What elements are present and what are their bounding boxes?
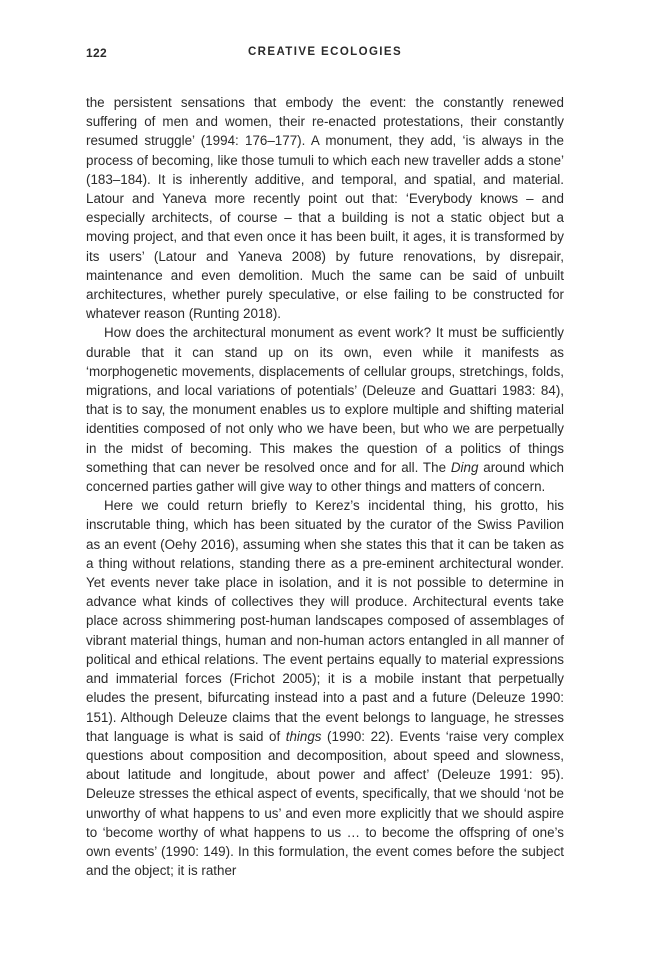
italic-term-things: things xyxy=(285,728,322,744)
paragraph-2 xyxy=(86,323,564,496)
paragraph-text: How does the architectural monument as event work? It must be sufficiently durable that it can stand up on its own, even while it manifests as ‘morphogenetic movements, displacements of cellular groups, stretchings, folds, migrations, and local variations of potentials’ (Deleuze and Guattari 1983: 84), that is to say, the monument enables us to explore multiple and shifting material identities composed of not only who we have been, but who we are perpetually in the midst of becoming. This makes the question of a politics of things something that can never be resolved once and for all. The xyxy=(86,325,564,475)
paragraph-text: the persistent sensations that embody the event: the constantly renewed suffering of men and women, their re-enacted protestations, their constantly resumed struggle’ (1994: 176–177). A monument, they add, ‘is always in the process of becoming, like those tumuli to which each new traveller adds a stone’ (183–184). It is inherently additive, and temporal, and spatial, and material. Latour and Yaneva more recently point out that: ‘Everybody knows – and especially architects, of course – that a building is not a static object but a moving project, and that even once it has been built, it ages, it is transformed by its users’ (Latour and Yaneva 2008) by future renovations, by disrepair, maintenance and even demolition. Much the same can be said of unbuilt architectures, whether purely speculative, or else failing to be constructed for whatever reason (Runting 2018). xyxy=(86,95,564,322)
paragraph-text: (1990: 22). Events ‘raise very complex questions about composition and decomposition, about speed and slowness, about latitude and longitude, about power and affect’ (Deleuze 1991: 95). Deleuze stresses the ethical aspect of events, specifically, that we should ‘not be unworthy of what happens to us’ and even more explicitly that we should aspire to ‘become worthy of what happens to us … to become the offspring of one’s own events’ (1990: 149). In this formulation, the event comes before the subject and the object; it is rather xyxy=(86,728,564,879)
body-text xyxy=(86,93,564,880)
running-title: CREATIVE ECOLOGIES xyxy=(247,46,403,58)
paragraph-text: around which concerned parties gather will give way to other things and matters of concern. xyxy=(86,459,565,495)
paragraph-text: Here we could return briefly to Kerez’s incidental thing, his grotto, his inscrutable thing, which has been situated by the curator of the Swiss Pavilion as an event (Oehy 2016), assuming when she states this that it can be taken as a thing without relations, standing there as a pre-eminent architectural wonder. Yet events never take place in isolation, and it is not possible to determine in advance what kinds of collectives they will produce. Architectural events take place across shimmering post-human landscapes composed of assemblages of vibrant material things, human and non-human actors entangled in all manner of political and ethical relations. The event pertains equally to material expressions and immaterial forces (Frichot 2005); it is a mobile instant that perpetually eludes the present, bifurcating instead into a past and a future (Deleuze 1990: 151). Although Deleuze claims that the event belongs to language, he stresses that language is what is said of xyxy=(86,498,564,744)
running-head xyxy=(86,46,564,64)
paragraph-3 xyxy=(86,496,564,880)
paragraph-1 xyxy=(86,93,564,323)
italic-term-ding: Ding xyxy=(450,459,479,475)
page-number: 122 xyxy=(86,46,107,60)
